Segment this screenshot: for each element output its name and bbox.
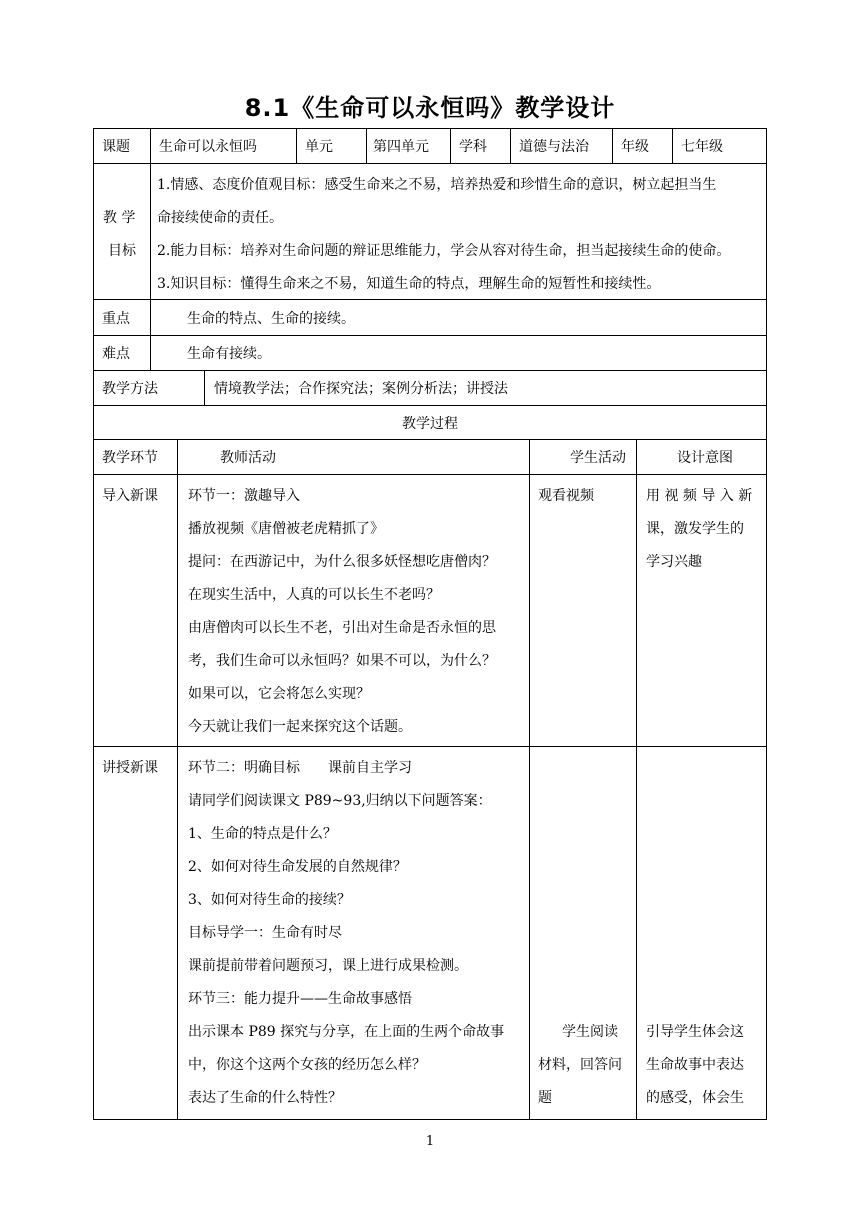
intent-line: 的感受，体会生: [646, 1090, 744, 1106]
stage-label: 讲授新课: [102, 760, 158, 776]
grade-value: 七年级: [681, 139, 723, 155]
teacher-line: 2、如何对待生命发展的自然规律？: [188, 859, 407, 875]
teacher-line: 中，你这个这两个女孩的经历怎么样？: [188, 1057, 426, 1073]
process-title-text: 教学过程: [402, 415, 458, 432]
stage-cell: [94, 475, 178, 746]
goals-label-line: 目标: [108, 243, 136, 259]
difficulty-value: 生命有接续。: [187, 346, 271, 362]
student-line: 材料，回答问: [538, 1057, 622, 1073]
method-row: [93, 370, 767, 405]
goals-content: [151, 164, 766, 299]
intent-line: 生命故事中表达: [646, 1057, 744, 1073]
intent-line: 学习兴趣: [646, 554, 702, 570]
section-teach-row: [93, 746, 767, 1119]
teacher-line: 如果可以，它会将怎么实现？: [188, 686, 370, 702]
goal-line: 3.知识目标：懂得生命来之不易，知道生命的特点，理解生命的短暂性和接续性。: [157, 276, 661, 292]
info-row: [93, 128, 767, 163]
column-intent: 设计意图: [677, 450, 733, 466]
method-value: 情境教学法；合作探究法；案例分析法；讲授法: [214, 381, 508, 397]
intent-cell: [637, 475, 766, 746]
column-stage: 教学环节: [94, 440, 178, 474]
unit-label: 单元: [297, 129, 367, 163]
teacher-line: 在现实生活中，人真的可以长生不老吗？: [188, 587, 440, 603]
method-label: 教学方法: [94, 371, 205, 405]
key-point-row: [93, 299, 767, 335]
column-header-row: [93, 439, 767, 474]
stage-label: 导入新课: [102, 488, 158, 504]
teacher-line: 环节二：明确目标 课前自主学习: [188, 760, 412, 776]
teacher-activity-cell: [178, 747, 530, 1119]
teacher-line: 表达了生命的什么特性？: [188, 1090, 342, 1106]
intent-cell: [637, 747, 766, 1119]
teacher-line: 出示课本 P89 探究与分享，在上面的生两个命故事: [188, 1024, 505, 1040]
stage-cell: [94, 747, 178, 1119]
section-intro-row: [93, 474, 767, 746]
intent-line: 课，激发学生的: [646, 521, 744, 537]
intent-line: 用 视 频 导 入 新: [646, 488, 753, 504]
teacher-line: 请同学们阅读课文 P89~93,归纳以下问题答案：: [188, 793, 492, 809]
page-number: 1: [425, 1134, 435, 1149]
key-point-label: 重点: [94, 300, 151, 335]
teacher-line: 提问：在西游记中，为什么很多妖怪想吃唐僧肉？: [188, 554, 496, 570]
student-line: 学生阅读: [562, 1024, 618, 1040]
topic-value: 生命可以永恒吗: [151, 129, 297, 163]
difficulty-label: 难点: [94, 336, 151, 370]
topic-label: 课题: [94, 129, 151, 163]
subject-value: 道德与法治: [511, 129, 613, 163]
teacher-line: 播放视频《唐僧被老虎精抓了》: [188, 521, 384, 537]
student-activity-cell: [530, 747, 637, 1119]
student-line: 观看视频: [538, 488, 594, 504]
teacher-activity-cell: [178, 475, 530, 746]
teacher-line: 今天就让我们一起来探究这个话题。: [188, 719, 412, 735]
teacher-line: 环节一：激趣导入: [188, 488, 300, 504]
teacher-line: 考，我们生命可以永恒吗？如果不可以，为什么？: [188, 653, 496, 669]
teacher-line: 课前提前带着问题预习，课上进行成果检测。: [188, 958, 468, 974]
unit-value: 第四单元: [367, 129, 451, 163]
goals-row: [93, 163, 767, 299]
teacher-line: 环节三：能力提升——生命故事感悟: [188, 991, 412, 1007]
process-title: [94, 406, 766, 439]
goals-label-line: 教 学: [103, 210, 136, 226]
intent-line: 引导学生体会这: [646, 1024, 744, 1040]
subject-label: 学科: [451, 129, 511, 163]
difficulty-row: [93, 335, 767, 370]
table-bottom-border: [93, 1119, 767, 1120]
student-activity-cell: [530, 475, 637, 746]
column-teacher: 教师活动: [178, 440, 530, 474]
goal-line: 命接续使命的责任。: [157, 210, 283, 226]
key-point-value: 生命的特点、生命的接续。: [187, 310, 355, 327]
goal-line: 2.能力目标：培养对生命问题的辩证思维能力，学会从容对待生命，担当起接续生命的使命。: [157, 243, 731, 259]
teacher-line: 目标导学一：生命有时尽: [188, 925, 342, 941]
teacher-line: 由唐僧肉可以长生不老，引出对生命是否永恒的思: [188, 620, 496, 636]
grade-label: 年级: [613, 129, 673, 163]
teacher-line: 3、如何对待生命的接续？: [188, 892, 351, 908]
process-title-row: [93, 405, 767, 439]
document-title: 8.1《生命可以永恒吗》教学设计: [244, 94, 616, 122]
column-student: 学生活动: [530, 440, 637, 474]
goals-label: [94, 164, 151, 299]
goal-line: 1.情感、态度价值观目标：感受生命来之不易，培养热爱和珍惜生命的意识，树立起担当生: [157, 177, 717, 193]
teacher-line: 1、生命的特点是什么？: [188, 826, 337, 842]
student-line: 题: [538, 1090, 552, 1106]
